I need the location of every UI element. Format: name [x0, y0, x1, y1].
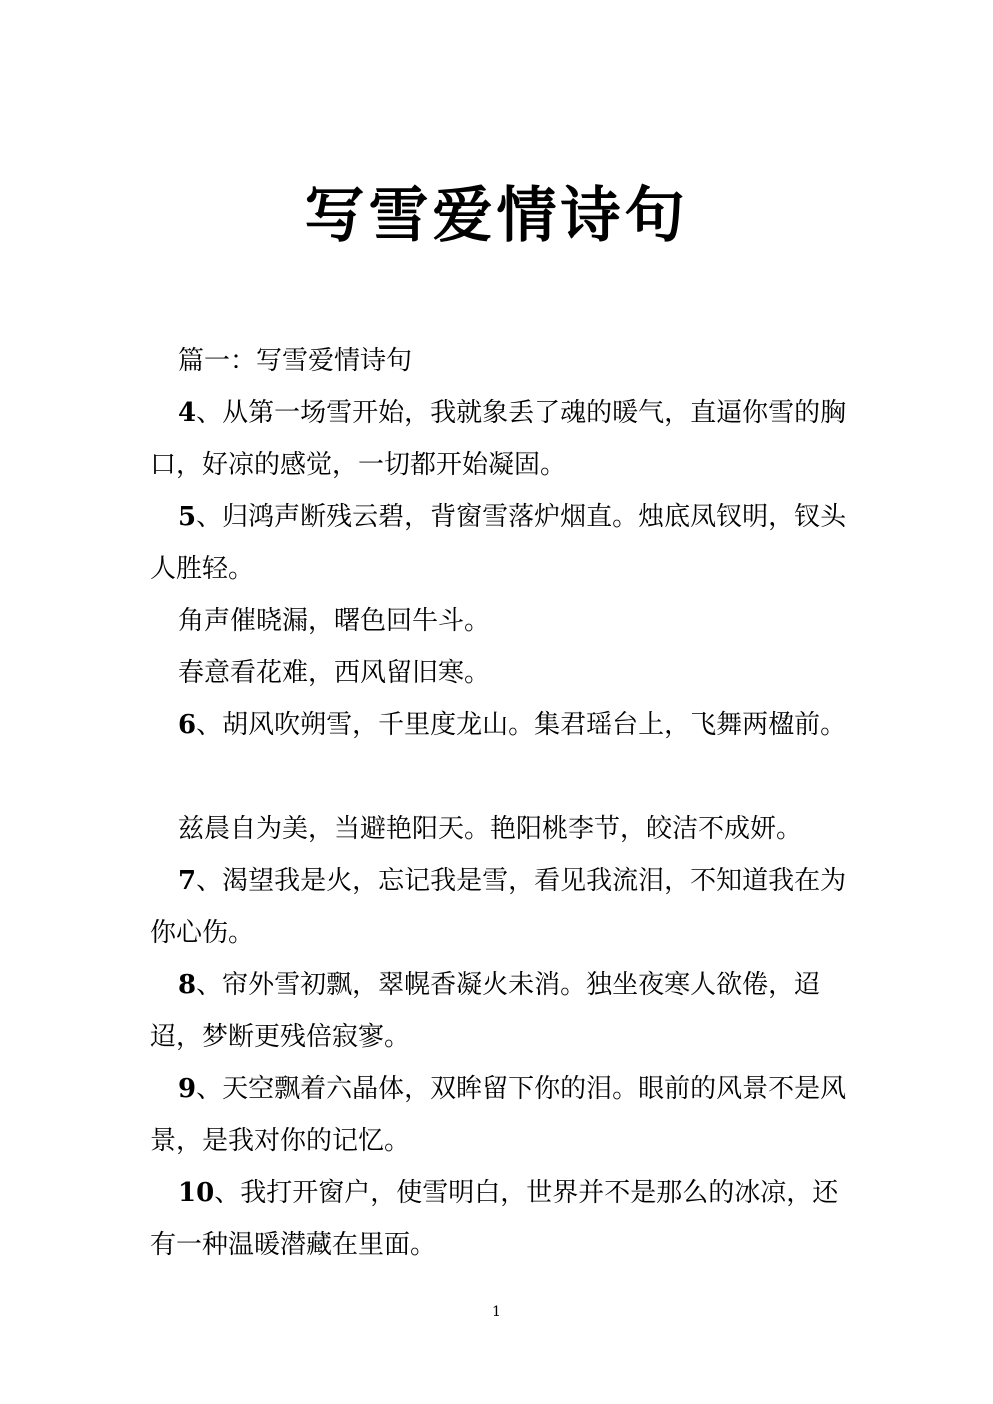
- paragraph-number: 7: [178, 866, 197, 896]
- paragraph-5-line-2: [150, 595, 850, 647]
- paragraph-text: 篇一：写雪爱情诗句: [178, 346, 413, 376]
- paragraph-8: [150, 959, 850, 1063]
- paragraph-9: [150, 1063, 850, 1167]
- paragraph-6-line-2: [150, 803, 850, 855]
- paragraph-text: 、帘外雪初飘，翠幌香凝火未消。独坐夜寒人欲倦，迢迢，梦断更残倍寂寥。: [150, 970, 821, 1052]
- paragraph-text: 、我打开窗户，使雪明白，世界并不是那么的冰凉，还有一种温暖潜藏在里面。: [150, 1178, 839, 1260]
- paragraph-text: 、归鸿声断残云碧，背窗雪落炉烟直。烛底凤钗明，钗头人胜轻。: [150, 502, 847, 584]
- paragraph-text: 、天空飘着六晶体，双眸留下你的泪。眼前的风景不是风景，是我对你的记忆。: [150, 1074, 847, 1156]
- paragraph-text: 春意看花难，西风留旧寒。: [178, 658, 491, 688]
- paragraph-7: [150, 855, 850, 959]
- paragraph-text: 兹晨自为美，当避艳阳天。艳阳桃李节，皎洁不成妍。: [178, 814, 803, 844]
- page-title: 写雪爱情诗句: [304, 181, 689, 251]
- paragraph-text: 、从第一场雪开始，我就象丢了魂的暖气，直逼你雪的胸口，好凉的感觉，一切都开始凝固。: [150, 398, 847, 480]
- paragraph-text: 、胡风吹朔雪，千里度龙山。集君瑶台上，飞舞两楹前。: [196, 710, 847, 740]
- blank-line: [150, 751, 850, 803]
- paragraph-6: [150, 699, 850, 751]
- paragraph-number: 8: [178, 970, 197, 1000]
- paragraph-number: 5: [178, 502, 197, 532]
- poem-body: [150, 335, 850, 1271]
- paragraph-4: [150, 387, 850, 491]
- paragraph-number: 6: [178, 710, 197, 740]
- paragraph-section-heading: [150, 335, 850, 387]
- paragraph-10: [150, 1167, 850, 1271]
- paragraph-5-line-3: [150, 647, 850, 699]
- paragraph-number: 10: [178, 1178, 215, 1208]
- paragraph-text: 、渴望我是火，忘记我是雪，看见我流泪，不知道我在为你心伤。: [150, 866, 847, 948]
- paragraph-5: [150, 491, 850, 595]
- page-number: 1: [492, 1304, 501, 1320]
- paragraph-text: 角声催晓漏，曙色回牛斗。: [178, 606, 491, 636]
- paragraph-number: 4: [178, 398, 197, 428]
- paragraph-number: 9: [178, 1074, 197, 1104]
